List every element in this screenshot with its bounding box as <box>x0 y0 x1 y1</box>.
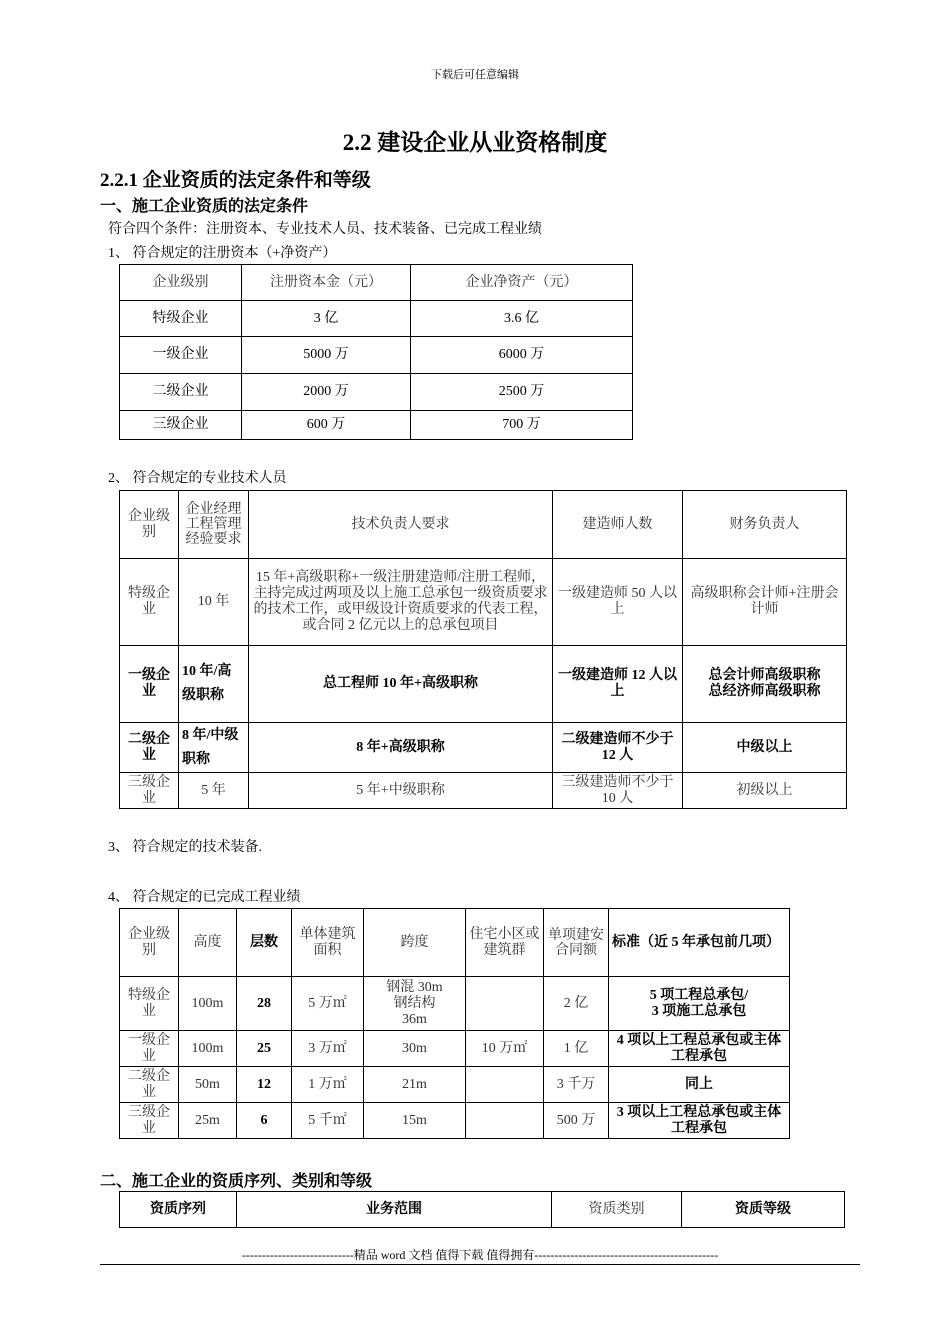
table-cell: 12 <box>237 1067 292 1103</box>
table-cell: 一级企业 <box>120 337 242 374</box>
table-cell: 1 亿 <box>544 1031 609 1067</box>
header-cell: 资质序列 <box>120 1192 237 1228</box>
table-cell: 三级企业 <box>120 411 242 440</box>
table-cell: 600 万 <box>242 411 411 440</box>
table-header-row <box>120 1192 845 1228</box>
table-cell <box>466 977 544 1031</box>
header-cell: 资质等级 <box>682 1192 845 1228</box>
page-header: 下载后可任意编辑 <box>431 69 519 81</box>
header-cell: 高度 <box>179 909 237 977</box>
table-row <box>120 374 633 411</box>
table-cell: 5 万㎡ <box>292 977 364 1031</box>
table-cell: 25 <box>237 1031 292 1067</box>
table-cell: 15 年+高级职称+一级注册建造师/注册工程师，主持完成过两项及以上施工总承包一级资质要求的技术工作，或甲级设计资质要求的代表工程，或合同 2 亿元以上的总承包项目 <box>249 559 553 646</box>
table-cell <box>466 1067 544 1103</box>
table-cell: 5 年 <box>179 773 249 809</box>
table-cell: 8 年+高级职称 <box>249 723 553 773</box>
table-row <box>120 977 790 1031</box>
table-cell: 10 万㎡ <box>466 1031 544 1067</box>
table-cell: 一级建造师 50 人以上 <box>553 559 683 646</box>
table-cell: 三级建造师不少于 10 人 <box>553 773 683 809</box>
table-cell: 8 年/中级职称 <box>179 723 249 773</box>
table-cell: 二级企业 <box>120 1067 179 1103</box>
table-cell: 100m <box>179 1031 237 1067</box>
table-cell: 三级企业 <box>120 773 179 809</box>
header-cell: 单体建筑面积 <box>292 909 364 977</box>
personnel-table <box>119 490 847 809</box>
header-cell: 企业级别 <box>120 491 179 559</box>
table-cell: 二级企业 <box>120 723 179 773</box>
table-cell: 总工程师 10 年+高级职称 <box>249 646 553 723</box>
performance-table <box>119 908 790 1139</box>
table-cell: 一级建造师 12 人以上 <box>553 646 683 723</box>
table-header-row <box>120 491 847 559</box>
table-cell: 100m <box>179 977 237 1031</box>
footer-rule <box>100 1264 860 1265</box>
table-row <box>120 773 847 809</box>
table-cell: 3 千万 <box>544 1067 609 1103</box>
page-footer: ----------------------------精品 word 文档 值得下载 值得拥有---------------------------------------------- <box>241 1248 719 1262</box>
table-cell: 5000 万 <box>242 337 411 374</box>
table-row <box>120 646 847 723</box>
table-cell: 3 万㎡ <box>292 1031 364 1067</box>
table-cell: 3.6 亿 <box>411 301 633 337</box>
header-cell: 企业经理工程管理经验要求 <box>179 491 249 559</box>
table-cell: 二级企业 <box>120 374 242 411</box>
subsection-heading-2: 二、施工企业的资质序列、类别和等级 <box>100 1173 373 1190</box>
header-cell: 单项建安合同额 <box>544 909 609 977</box>
header-cell: 建造师人数 <box>553 491 683 559</box>
table-row <box>120 1031 790 1067</box>
table-cell: 特级企业 <box>120 977 179 1031</box>
header-cell: 注册资本金（元） <box>242 265 411 301</box>
qualification-table <box>119 1191 845 1228</box>
table-cell: 25m <box>179 1103 237 1139</box>
header-cell: 业务范围 <box>237 1192 552 1228</box>
table-cell: 同上 <box>609 1067 790 1103</box>
header-cell: 企业级别 <box>120 265 242 301</box>
table-cell <box>466 1103 544 1139</box>
table-cell: 3 亿 <box>242 301 411 337</box>
table-cell: 10 年 <box>179 559 249 646</box>
intro-text: 符合四个条件：注册资本、专业技术人员、技术装备、已完成工程业绩 <box>108 222 542 237</box>
header-cell: 住宅小区或建筑群 <box>466 909 544 977</box>
table-cell: 三级企业 <box>120 1103 179 1139</box>
header-cell: 标准（近 5 年承包前几项） <box>609 909 790 977</box>
item-4-label: 4、 符合规定的已完成工程业绩 <box>108 890 301 905</box>
table-row <box>120 301 633 337</box>
header-cell: 技术负责人要求 <box>249 491 553 559</box>
table-row <box>120 337 633 374</box>
table-cell: 4 项以上工程总承包或主体工程承包 <box>609 1031 790 1067</box>
capital-table <box>119 264 633 440</box>
table-header-row <box>120 265 633 301</box>
header-cell: 跨度 <box>364 909 466 977</box>
table-cell: 中级以上 <box>683 723 847 773</box>
table-cell: 5 年+中级职称 <box>249 773 553 809</box>
table-cell: 28 <box>237 977 292 1031</box>
table-cell: 1 万㎡ <box>292 1067 364 1103</box>
table-row <box>120 723 847 773</box>
table-cell: 50m <box>179 1067 237 1103</box>
table-cell: 5 千㎡ <box>292 1103 364 1139</box>
table-cell: 6 <box>237 1103 292 1139</box>
table-cell: 15m <box>364 1103 466 1139</box>
header-cell: 财务负责人 <box>683 491 847 559</box>
header-cell: 层数 <box>237 909 292 977</box>
table-cell: 10 年/高级职称 <box>179 646 249 723</box>
table-header-row <box>120 909 790 977</box>
table-row <box>120 1067 790 1103</box>
header-cell: 企业级别 <box>120 909 179 977</box>
item-1-label: 1、 符合规定的注册资本（+净资产） <box>108 246 337 261</box>
table-cell: 总会计师高级职称 总经济师高级职称 <box>683 646 847 723</box>
subsection-heading-1: 一、施工企业资质的法定条件 <box>100 198 309 215</box>
table-cell: 500 万 <box>544 1103 609 1139</box>
section-heading-221: 2.2.1 企业资质的法定条件和等级 <box>100 170 371 191</box>
table-cell: 特级企业 <box>120 301 242 337</box>
table-cell: 特级企业 <box>120 559 179 646</box>
table-cell: 30m <box>364 1031 466 1067</box>
table-cell: 21m <box>364 1067 466 1103</box>
table-cell: 一级企业 <box>120 1031 179 1067</box>
document-title: 2.2 建设企业从业资格制度 <box>342 130 608 155</box>
header-cell: 资质类别 <box>552 1192 682 1228</box>
table-cell: 高级职称会计师+注册会计师 <box>683 559 847 646</box>
table-cell: 6000 万 <box>411 337 633 374</box>
table-row <box>120 411 633 440</box>
table-row <box>120 1103 790 1139</box>
table-cell: 初级以上 <box>683 773 847 809</box>
table-row <box>120 559 847 646</box>
table-cell: 2000 万 <box>242 374 411 411</box>
table-cell: 700 万 <box>411 411 633 440</box>
item-2-label: 2、 符合规定的专业技术人员 <box>108 471 287 486</box>
table-cell: 2500 万 <box>411 374 633 411</box>
table-cell: 钢混 30m 钢结构 36m <box>364 977 466 1031</box>
header-cell: 企业净资产（元） <box>411 265 633 301</box>
table-cell: 3 项以上工程总承包或主体工程承包 <box>609 1103 790 1139</box>
table-cell: 5 项工程总承包/ 3 项施工总承包 <box>609 977 790 1031</box>
table-cell: 一级企业 <box>120 646 179 723</box>
item-3-label: 3、 符合规定的技术装备. <box>108 840 262 855</box>
table-cell: 二级建造师不少于 12 人 <box>553 723 683 773</box>
table-cell: 2 亿 <box>544 977 609 1031</box>
